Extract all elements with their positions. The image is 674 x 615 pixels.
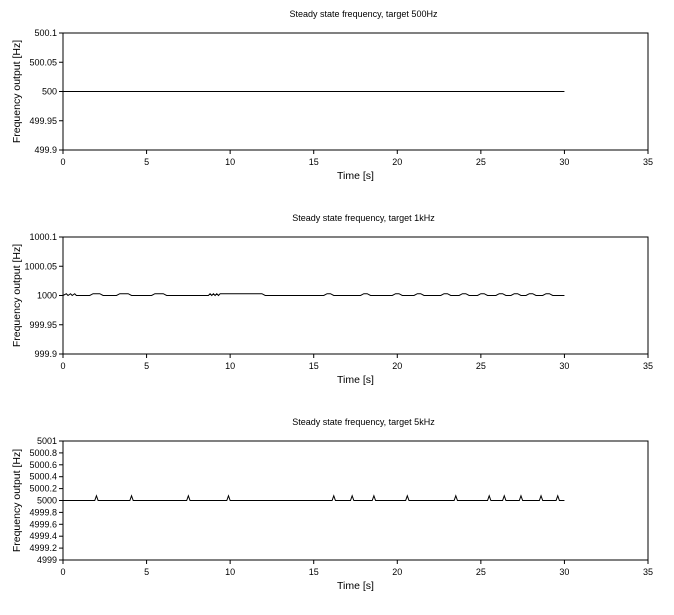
y-tick-label: 499.9 <box>34 145 57 155</box>
y-tick-label: 5001 <box>36 436 57 446</box>
x-tick-label: 15 <box>308 567 319 577</box>
x-tick-label: 20 <box>392 361 403 371</box>
y-tick-label: 4999.8 <box>29 507 57 518</box>
x-tick-label: 10 <box>225 567 236 577</box>
x-tick-label: 15 <box>308 157 319 167</box>
y-axis-label: Frequency output [Hz] <box>11 39 23 144</box>
x-tick-label: 35 <box>642 567 654 577</box>
y-tick-label: 500.1 <box>34 28 57 38</box>
x-tick-label: 35 <box>642 157 654 167</box>
x-tick-label: 10 <box>225 157 236 167</box>
y-axis-label: Frequency output [Hz] <box>11 448 23 553</box>
chart-5khz <box>11 417 653 592</box>
x-axis-label: Time [s] <box>337 580 374 592</box>
y-tick-label: 5000.6 <box>29 459 57 470</box>
y-tick-label: 500 <box>41 86 57 97</box>
chart-title: Steady state frequency, target 1kHz <box>292 213 435 223</box>
y-tick-label: 5000.4 <box>29 471 57 482</box>
y-tick-label: 500.05 <box>29 57 57 68</box>
chart-500hz <box>11 9 653 182</box>
x-axis-label: Time [s] <box>337 374 374 386</box>
y-tick-label: 4999.4 <box>29 531 57 542</box>
x-tick-label: 20 <box>392 157 403 167</box>
x-tick-label: 0 <box>60 361 66 371</box>
x-tick-label: 10 <box>225 361 236 371</box>
chart-title: Steady state frequency, target 5kHz <box>292 417 435 427</box>
x-tick-label: 5 <box>144 361 150 371</box>
chart-title: Steady state frequency, target 500Hz <box>289 9 438 19</box>
x-tick-label: 30 <box>559 157 570 167</box>
y-tick-label: 999.95 <box>29 319 57 330</box>
y-tick-label: 4999.2 <box>29 543 57 554</box>
x-tick-label: 20 <box>392 567 403 577</box>
x-tick-label: 35 <box>642 361 654 371</box>
y-tick-label: 5000 <box>36 495 57 506</box>
y-tick-label: 1000.1 <box>29 232 57 242</box>
x-tick-label: 25 <box>475 567 486 577</box>
x-tick-label: 0 <box>60 567 66 577</box>
x-tick-label: 5 <box>144 567 150 577</box>
x-tick-label: 5 <box>144 157 150 167</box>
y-tick-label: 4999 <box>36 555 57 565</box>
y-tick-label: 1000 <box>36 290 57 301</box>
y-tick-label: 4999.6 <box>29 519 57 530</box>
chart-1khz <box>11 213 653 386</box>
x-tick-label: 30 <box>559 567 570 577</box>
y-tick-label: 499.95 <box>29 115 57 126</box>
x-tick-label: 30 <box>559 361 570 371</box>
x-axis-label: Time [s] <box>337 170 374 182</box>
y-tick-label: 999.9 <box>34 349 57 359</box>
x-tick-label: 0 <box>60 157 66 167</box>
x-tick-label: 25 <box>475 361 486 371</box>
x-tick-label: 25 <box>475 157 486 167</box>
y-axis-label: Frequency output [Hz] <box>11 243 23 348</box>
x-tick-label: 15 <box>308 361 319 371</box>
y-tick-label: 5000.8 <box>29 447 57 458</box>
y-tick-label: 1000.05 <box>24 261 57 272</box>
y-tick-label: 5000.2 <box>29 483 57 494</box>
